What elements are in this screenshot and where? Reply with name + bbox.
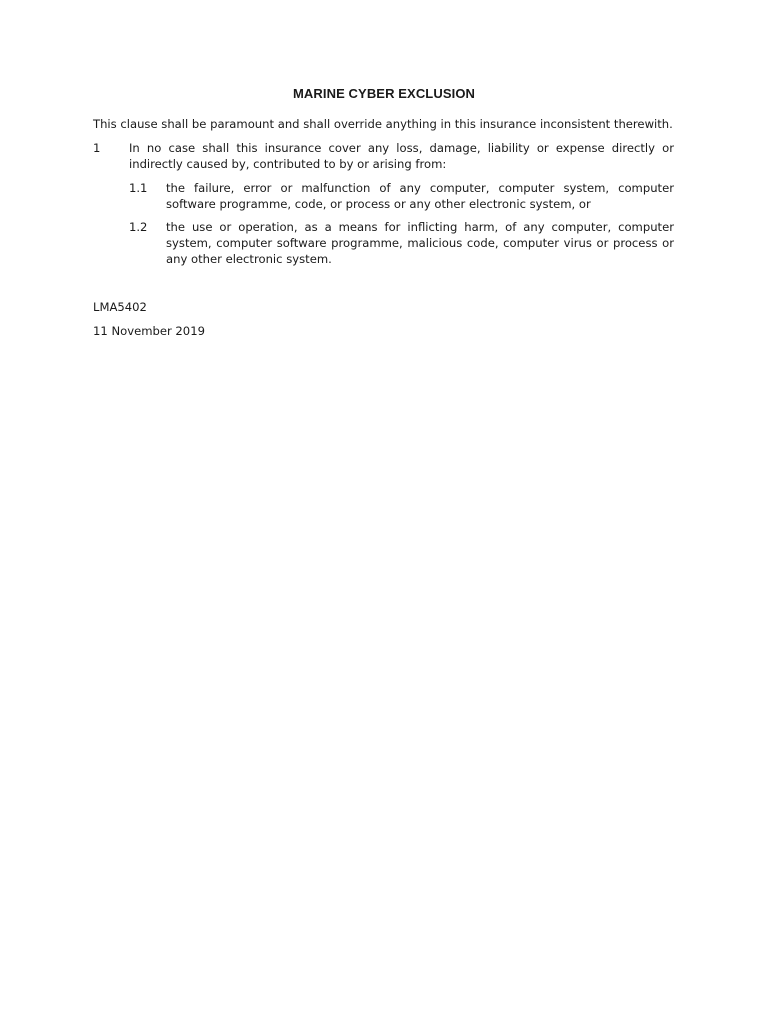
clause-text: In no case shall this insurance cover any loss, damage, liability or expense directly or indirectly caused by, contributed to by or arising from:	[129, 141, 674, 171]
subclause-number: 1.2	[129, 220, 148, 234]
subclause-number: 1.1	[129, 181, 148, 195]
clause-number: 1	[93, 141, 101, 155]
intro-paragraph: This clause shall be paramount and shall override anything in this insurance inconsistent therewith.	[93, 117, 673, 131]
document-date: 11 November 2019	[93, 324, 205, 338]
subclause-text: the use or operation, as a means for inflicting harm, of any computer, computer system, computer software programme, malicious code, computer virus or process or any other electronic system.	[166, 220, 674, 266]
document-title: MARINE CYBER EXCLUSION	[292, 86, 476, 101]
subclause-text: the failure, error or malfunction of any computer, computer system, computer software programme, code, or process or any other electronic system, or	[166, 181, 674, 211]
document-reference: LMA5402	[93, 300, 147, 314]
